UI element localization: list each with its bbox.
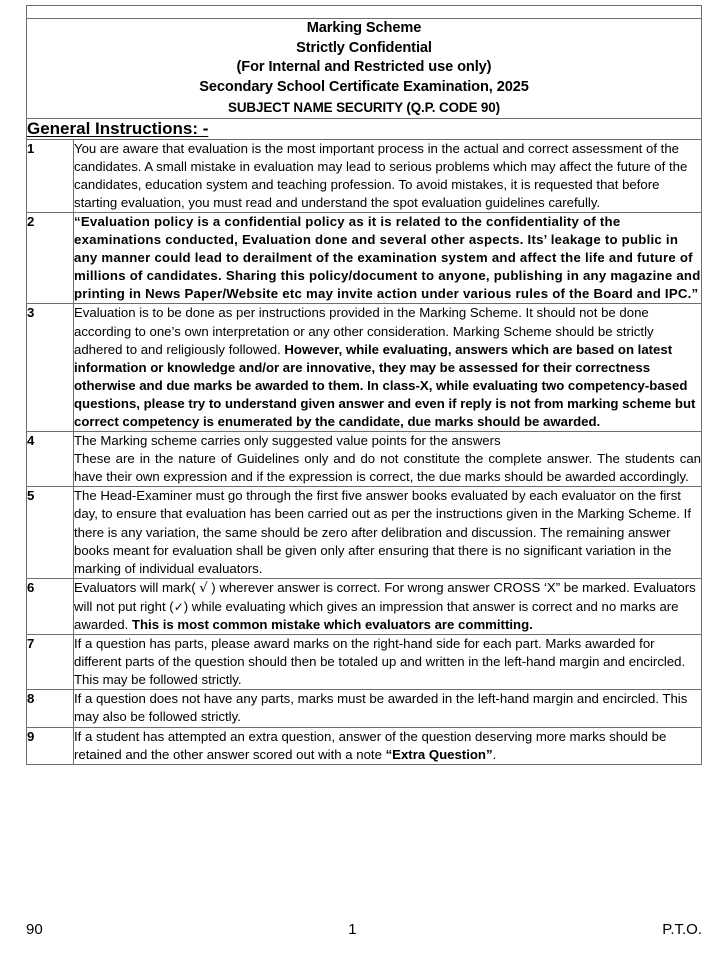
header-title-marking-scheme: Marking Scheme: [306, 20, 422, 36]
instruction-text-5: [74, 487, 702, 578]
instruction-text-1: [74, 139, 702, 212]
page-footer: [26, 920, 702, 940]
checkmark-icon: ✓: [173, 599, 184, 614]
instruction-paragraph-2: “Evaluation policy is a confidential policy as it is related to the confidentiality of the examinations conducted, Evaluation done and several other aspects. Its’ leakage to public in any manner could lead to derailment of the examination system and affect the life and future of millions of candidates. Sharing this policy/document to anyone, publishing in any magazine and printing in News Paper/Website etc may invite action under various rules of the Board and IPC.”: [74, 213, 701, 302]
instruction-row-2: [27, 212, 702, 303]
instruction-number-5: 5: [27, 487, 74, 578]
instruction-text-3: [74, 304, 702, 432]
instruction-text-9: [74, 727, 702, 764]
footer-page-number: 1: [348, 921, 357, 938]
instruction-4-line1: The Marking scheme carries only suggested value points for the answers: [74, 433, 501, 449]
footer-code: 90: [26, 921, 43, 938]
instruction-9-quoted: “Extra Question”: [385, 746, 493, 762]
radical-check-icon: √: [199, 580, 208, 596]
instruction-paragraph-3: [74, 304, 701, 431]
instruction-9-after: .: [492, 746, 497, 762]
instruction-4-line2: These are in the nature of Guidelines only and do not constitute the complete answer. The students can have their own expression and if the expression is correct, the due marks should be awarded accordingly.: [74, 451, 701, 485]
instruction-number-2: 2: [27, 212, 74, 303]
general-instructions-row: [27, 118, 702, 139]
header-subject-line: SUBJECT NAME SECURITY (Q.P. CODE 90): [228, 100, 500, 116]
instruction-text-4: [74, 432, 702, 487]
instruction-row-8: [27, 690, 702, 727]
instruction-3-regular: Evaluation is to be done as per instructions provided in the Marking Scheme. It should not be done according to one’s own interpretation or any other consideration. Marking Scheme should be strictly adhered to and religiously followed.: [74, 305, 654, 357]
instruction-row-6: [27, 578, 702, 634]
instruction-number-8: 8: [27, 690, 74, 727]
instruction-paragraph-5: The Head-Examiner must go through the first five answer books evaluated by each evaluator on the first day, to ensure that evaluation has been carried out as per the instructions given in the Marking Scheme. If there is any variation, the same should be zero after delibration and discussion. The remaining answer books meant for evaluation shall be given only after ensuring that there is no significant variation in the marking of individual evaluators.: [74, 488, 691, 576]
top-spacer-row: [27, 6, 702, 19]
instruction-row-7: [27, 635, 702, 690]
header-cell: [27, 19, 702, 119]
instruction-text-8: [74, 690, 702, 727]
instruction-paragraph-1: You are aware that evaluation is the most important process in the actual and correct assessment of the candidates. A small mistake in evaluation may lead to serious problems which may affect the future of the candidates, education system and teaching profession. To avoid mistakes, it is requested that before starting evaluation, you must read and understand the spot evaluation guidelines carefully.: [74, 140, 688, 210]
instruction-row-3: [27, 304, 702, 432]
header-row: [27, 19, 702, 119]
instruction-row-5: [27, 487, 702, 578]
footer-pto: P.T.O.: [662, 921, 702, 938]
instruction-number-6: 6: [27, 578, 74, 634]
instruction-6-bold: This is most common mistake which evaluators are committing.: [131, 617, 533, 633]
instruction-number-1: 1: [27, 139, 74, 212]
instruction-number-7: 7: [27, 635, 74, 690]
instruction-paragraph-8: If a question does not have any parts, marks must be awarded in the left-hand margin and encircled. This may also be followed strictly.: [74, 691, 688, 725]
instruction-row-1: [27, 139, 702, 212]
instruction-number-9: 9: [27, 727, 74, 764]
general-instructions-title: General Instructions: -: [27, 118, 209, 138]
instruction-6-part1: Evaluators will mark(: [74, 579, 200, 595]
top-spacer-cell: [27, 6, 702, 19]
instruction-9-before: If a student has attempted an extra question, answer of the question deserving more marks should be retained and the other answer scored out with a note: [74, 728, 667, 762]
header-title-examination: Secondary School Certificate Examination, 2025: [199, 78, 529, 95]
general-instructions-cell: [27, 118, 702, 139]
instruction-paragraph-6: [74, 579, 701, 634]
header-title-internal-use: (For Internal and Restricted use only): [236, 59, 492, 76]
instruction-row-9: [27, 727, 702, 764]
instruction-6-part2: ) wherever answer is correct. For wrong answer CROSS ‘X” be marked. Evaluators will not put right (: [74, 579, 696, 614]
instruction-text-7: [74, 635, 702, 690]
instruction-number-3: 3: [27, 304, 74, 432]
instruction-text-2: [74, 212, 702, 303]
instruction-paragraph-9: [74, 728, 701, 764]
instruction-text-6: [74, 578, 702, 634]
instruction-row-4: [27, 432, 702, 487]
instruction-paragraph-7: If a question has parts, please award marks on the right-hand side for each part. Marks awarded for different parts of the question should then be totaled up and written in the left-hand margin and encircled. This may be followed strictly.: [74, 636, 686, 688]
instruction-6-part3: ) while evaluating which gives an impression that answer is correct and no marks are awarded.: [74, 598, 679, 633]
marking-scheme-table: [26, 5, 702, 765]
instruction-3-bold: However, while evaluating, answers which are based on latest information or knowledge and/or are innovative, they may be assessed for their correctness otherwise and due marks be awarded to them. In class-X, while evaluating two competency-based questions, please try to understand given answer and even if reply is not from marking scheme but correct competency is enumerated by the candidate, due marks should be awarded.: [74, 341, 696, 429]
header-title-strictly-confidential: Strictly Confidential: [296, 39, 432, 56]
instruction-number-4: 4: [27, 432, 74, 487]
